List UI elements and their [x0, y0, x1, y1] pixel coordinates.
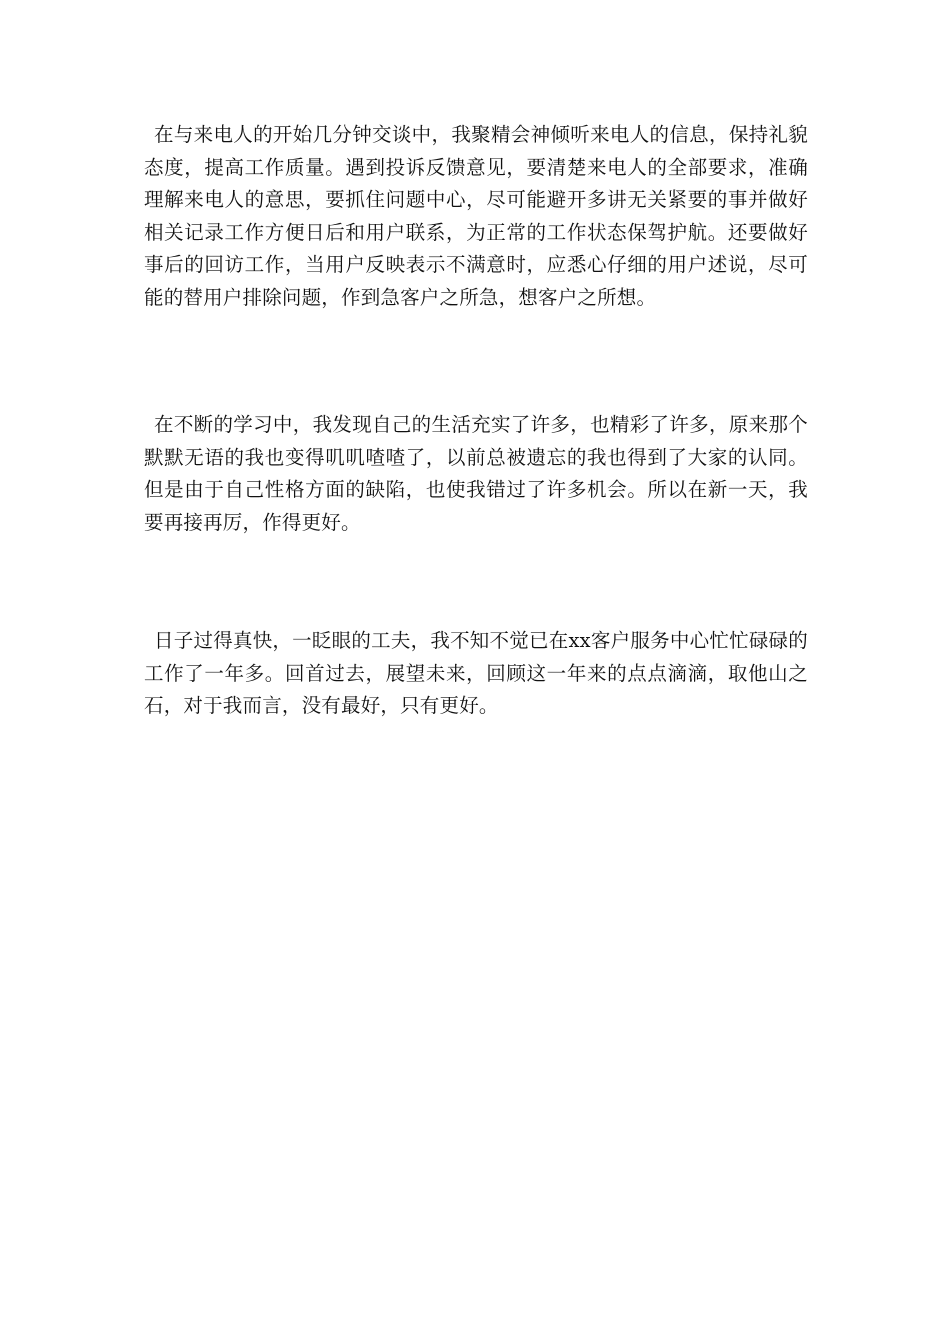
- paragraph-year-review: 日子过得真快，一眨眼的工夫，我不知不觉已在xx客户服务中心忙忙碌碌的工作了一年多。回首过去，展望未来，回顾这一年来的点点滴滴，取他山之石，对于我而言，没有最好，只有更好。: [144, 629, 808, 718]
- paragraph-customer-calls: 在与来电人的开始几分钟交谈中，我聚精会神倾听来电人的信息，保持礼貌态度，提高工作质量。遇到投诉反馈意见，要清楚来电人的全部要求，准确理解来电人的意思，要抓住问题中心，尽可能避开多讲无关紧要的事并做好相关记录工作方便日后和用户联系，为正常的工作状态保驾护航。还要做好事后的回访工作，当用户反映表示不满意时，应悉心仔细的用户述说，尽可能的替用户排除问题，作到急客户之所急，想客户之所想。: [144, 123, 808, 309]
- paragraph-learning: 在不断的学习中，我发现自己的生活充实了许多，也精彩了许多，原来那个默默无语的我也变得叽叽喳喳了，以前总被遗忘的我也得到了大家的认同。但是由于自己性格方面的缺陷，也使我错过了许多机会。所以在新一天，我要再接再厉，作得更好。: [144, 413, 808, 534]
